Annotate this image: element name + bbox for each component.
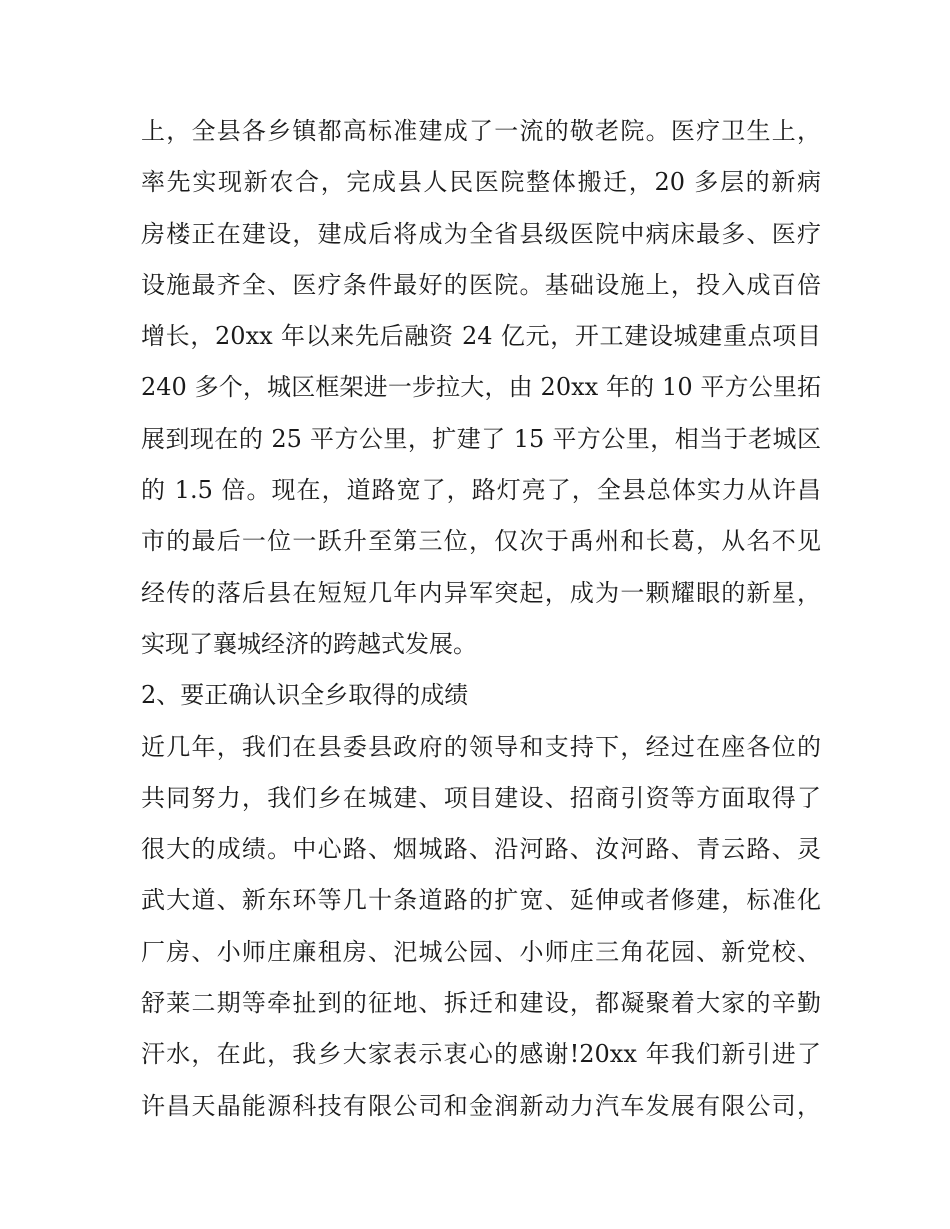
section-heading: 2、要正确认识全乡取得的成绩 <box>141 681 469 710</box>
body-line: 共同努力，我们乡在城建、项目建设、招商引资等方面取得了 <box>141 783 821 812</box>
paragraph-end-line: 实现了襄城经济的跨越式发展。 <box>141 629 477 658</box>
body-line: 上，全县各乡镇都高标准建成了一流的敬老院。医疗卫生上， <box>141 117 821 145</box>
body-line: 展到现在的 25 平方公里，扩建了 15 平方公里，相当于老城区 <box>141 424 821 453</box>
body-line: 的 1.5 倍。现在，道路宽了，路灯亮了，全县总体实力从许昌 <box>141 476 821 505</box>
body-line: 汗水，在此，我乡大家表示衷心的感谢!20xx 年我们新引进了 <box>141 1040 821 1069</box>
body-line: 厂房、小师庄廉租房、汜城公园、小师庄三角花园、新党校、 <box>141 937 821 966</box>
body-line: 房楼正在建设，建成后将成为全省县级医院中病床最多、医疗 <box>141 219 821 248</box>
body-line: 率先实现新农合，完成县人民医院整体搬迁，20 多层的新病 <box>141 168 821 197</box>
body-line: 增长，20xx 年以来先后融资 24 亿元，开工建设城建重点项目 <box>141 322 821 351</box>
body-line: 很大的成绩。中心路、烟城路、沿河路、汝河路、青云路、灵 <box>141 835 821 864</box>
body-line: 近几年，我们在县委县政府的领导和支持下，经过在座各位的 <box>141 732 821 761</box>
body-line: 市的最后一位一跃升至第三位，仅次于禹州和长葛，从名不见 <box>141 527 821 556</box>
body-line: 240 多个，城区框架进一步拉大，由 20xx 年的 10 平方公里拓 <box>141 373 821 402</box>
body-line: 武大道、新东环等几十条道路的扩宽、延伸或者修建，标准化 <box>141 886 821 915</box>
body-line: 设施最齐全、医疗条件最好的医院。基础设施上，投入成百倍 <box>141 270 821 299</box>
document-body <box>141 106 821 1132</box>
body-line: 经传的落后县在短短几年内异军突起，成为一颗耀眼的新星， <box>141 578 821 607</box>
body-line: 舒莱二期等牵扯到的征地、拆迁和建设，都凝聚着大家的辛勤 <box>141 989 821 1018</box>
body-line: 许昌天晶能源科技有限公司和金润新动力汽车发展有限公司， <box>141 1091 821 1120</box>
